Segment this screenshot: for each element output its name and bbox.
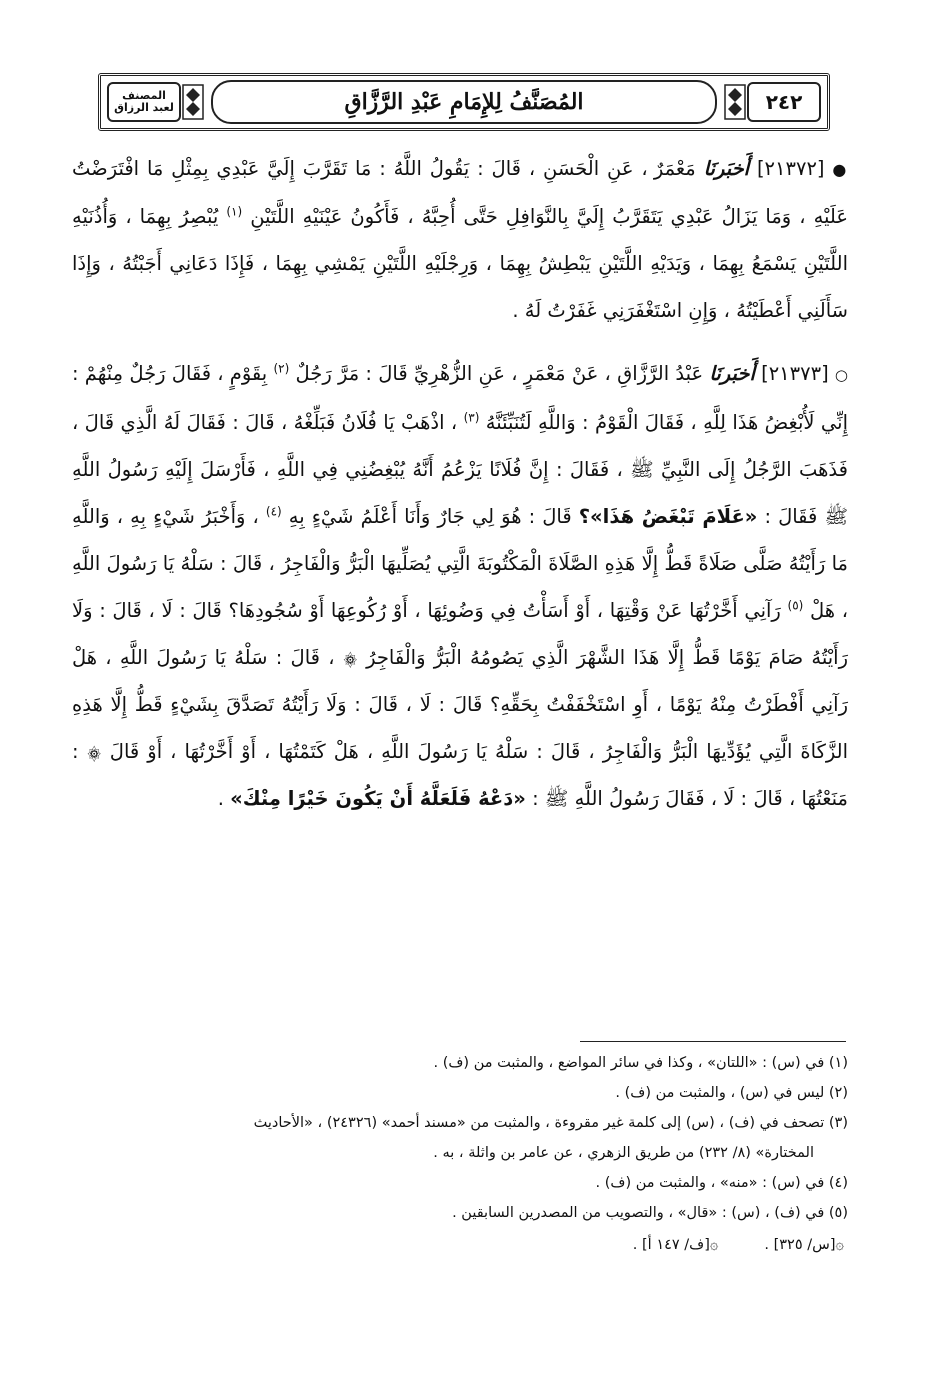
page-number-text: ٢٤٢ <box>765 90 803 114</box>
prophetic-quote: «دَعْهُ فَلَعَلَّهُ أَنْ يَكُونَ خَيْرًا مِنْكَ» <box>230 787 526 810</box>
footnote-1: (١) في (س) : «اللتان» ، وكذا في سائر المواضع ، والمثبت من (ف) . <box>433 1055 848 1071</box>
footnote-3-continued: المختارة» (٨/ ٢٣٢) من طريق الزهري ، عن عامر بن واثلة ، به . <box>433 1145 814 1161</box>
hadith-text: بِقَوْمٍ ، فَقَالَ رَجُلٌ مِنْهُمْ : إِنِّي لَأُبْغِضُ هَذَا لِلَّهِ ، فَقَالَ الْقَوْمُ : وَاللَّهِ لَتُنَبِّئَنَّهُ <box>72 362 848 434</box>
footnote-5: (٥) في (ف) ، (س) : «قال» ، والتصويب من المصدرين السابقين . <box>452 1205 848 1221</box>
footnote-4: (٤) في (س) : «منه» ، والمثبت من (ف) . <box>595 1175 848 1191</box>
manuscript-ref-f: ۞[ف/ ١٤٧ أ] . <box>632 1237 719 1253</box>
hadith-number: [٢١٣٧٢] <box>756 157 825 180</box>
footnote-3: (٣) تصحف في (ف) ، (س) إلى كلمة غير مقروءة ، والمثبت من «مسند أحمد» (٢٤٣٢٦) ، «الأحاديث <box>253 1115 848 1131</box>
book-logo <box>107 82 181 122</box>
ornament-icon <box>723 82 747 122</box>
hadith-text: . <box>217 787 224 810</box>
hadith-text: : مَنَعْتُهَا ، قَالَ : لَا ، فَقَالَ رَسُولُ اللَّهِ ﷺ : <box>72 740 848 810</box>
footnote-separator <box>580 1041 846 1042</box>
page-number <box>747 82 821 122</box>
hadith-text: عَبْدُ الرَّزَّاقِ ، عَنْ مَعْمَرٍ ، عَنِ الزُّهْرِيِّ قَالَ : مَرَّ رَجُلٌ <box>295 362 704 385</box>
main-text <box>72 145 848 838</box>
book-title <box>211 80 717 124</box>
bullet-icon: ● <box>832 160 849 179</box>
hadith-text: قَالَ : هُوَ لِي جَارٌ وَأَنَا أَعْلَمُ شَيْءٍ بِهِ <box>288 505 572 528</box>
manuscript-mark-icon: ۞ <box>86 740 102 763</box>
prophetic-quote: «عَلَامَ تَبْغَضُ هَذَا»؟ <box>578 505 758 528</box>
hadith-paragraph <box>72 145 848 334</box>
book-title-text: المُصَنَّفُ لِلإِمَامِ عَبْدِ الرَّزَّاقِ <box>344 89 584 115</box>
hadith-text: رَآنِي أَخَّرْتُهَا عَنْ وَقْتِهَا ، أَوْ أَسَأْتُ فِي وَضُوئِهَا ، أَوْ رُكُوعِهَا أَوْ سُجُودِهَا؟ قَالَ : لَا ، قَالَ : وَلَا رَأَيْتُهُ صَامَ يَوْمًا قَطُّ إِلَّا هَذَا الشَّهْرَ الَّذِي يَصُومُهُ الْبَرُّ وَالْفَاجِرُ <box>72 599 848 669</box>
footnotes <box>90 1048 848 1260</box>
footnote-ref: (٢) <box>273 361 290 376</box>
hadith-text: مَعْمَرٌ ، عَنِ الْحَسَنِ ، قَالَ : يَقُولُ اللَّهُ : مَا تَقَرَّبَ إِلَيَّ عَبْدِي بِمِثْلِ مَا افْتَرَضْتُ عَلَيْهِ ، وَمَا يَزَالُ عَبْدِي يَتَقَرَّبُ إِلَيَّ بِالنَّوَافِلِ حَتَّى أُحِبَّهُ ، فَأَكُونُ عَيْنَيْهِ اللَّتَيْنِ <box>72 157 848 228</box>
footnote-2: (٢) ليس في (س) ، والمثبت من (ف) . <box>615 1085 848 1101</box>
logo-line-2: لعبد الرزاق <box>114 101 174 114</box>
footnote-ref: (١) <box>226 204 243 219</box>
akhbarana: أَخبَرنَا <box>703 157 750 180</box>
page-header <box>98 73 830 131</box>
circle-marker-icon: ○ <box>834 366 849 384</box>
manuscript-ref-s: ۞[س/ ٣٢٥] . <box>764 1237 844 1253</box>
hadith-text: ، قَالَ : سَلْهُ يَا رَسُولَ اللَّهِ ، هَلْ رَآنِي أَفْطَرْتُ مِنْهُ يَوْمًا ، أَوِ اسْتَخْفَفْتُ بِحَقِّهِ؟ قَالَ : لَا ، قَالَ : وَلَا رَأَيْتُهُ تَصَدَّقَ بِشَيْءٍ قَطُّ إِلَّا هَذِهِ الزَّكَاةَ الَّتِي يُؤَدِّيهَا الْبَرُّ وَالْفَاجِرُ ، قَالَ : سَلْهُ يَا رَسُولَ اللَّهِ ، هَلْ كَتَمْتُهَا ، أَوْ أَخَّرْتُهَا ، أَوْ قَالَ <box>72 646 848 763</box>
ornament-icon <box>181 82 205 122</box>
hadith-21372 <box>72 145 848 334</box>
hadith-paragraph <box>72 350 848 822</box>
manuscript-mark-icon: ۞ <box>342 646 358 669</box>
footnote-ref: (٣) <box>463 410 480 425</box>
manuscript-references <box>90 1230 848 1260</box>
akhbarana: أَخبَرنَا <box>709 362 755 385</box>
footnote-ref: (٥) <box>787 598 804 613</box>
hadith-21373 <box>72 350 848 822</box>
hadith-number: [٢١٣٧٣] <box>761 362 829 385</box>
hadith-text: ، وَأَخْبَرُ شَيْءٍ بِهِ ، وَاللَّهِ مَا رَأَيْتُهُ صَلَّى صَلَاةً قَطُّ إِلَّا هَذِهِ الصَّلَاةَ الْمَكْتُوبَةَ الَّتِي يُصَلِّيهَا الْبَرُّ وَالْفَاجِرُ ، قَالَ : سَلْهُ يَا رَسُولَ اللَّهِ ، هَلْ <box>72 505 848 622</box>
hadith-text: يُبْصِرُ بِهِمَا ، وَأُذُنَيْهِ اللَّتَيْنِ يَسْمَعُ بِهِمَا ، وَيَدَيْهِ اللَّتَيْنِ يَبْطِشُ بِهِمَا ، وَرِجْلَيْهِ اللَّتَيْنِ يَمْشِي بِهِمَا ، فَإِذَا دَعَانِي أَجَبْتُهُ ، وَإِذَا سَأَلَنِي أَعْطَيْتُهُ ، وَإِنِ اسْتَغْفَرَنِي غَفَرْتُ لَهُ . <box>72 205 848 322</box>
footnote-ref: (٤) <box>265 504 282 519</box>
hadith-text: ، اذْهَبْ يَا فُلَانُ فَبَلِّغْهُ ، قَالَ : فَقَالَ لَهُ الَّذِي قَالَ ، فَذَهَبَ الرَّجُلُ إِلَى النَّبِيِّ ﷺ ، فَقَالَ : إِنَّ فُلَانًا يَزْعُمُ أَنَّهُ يُبْغِضُنِي فِي اللَّهِ ، فَأَرْسَلَ إِلَيْهِ رَسُولُ اللَّهِ ﷺ فَقَالَ : <box>72 411 848 528</box>
logo-line-1: المصنف <box>122 89 166 102</box>
